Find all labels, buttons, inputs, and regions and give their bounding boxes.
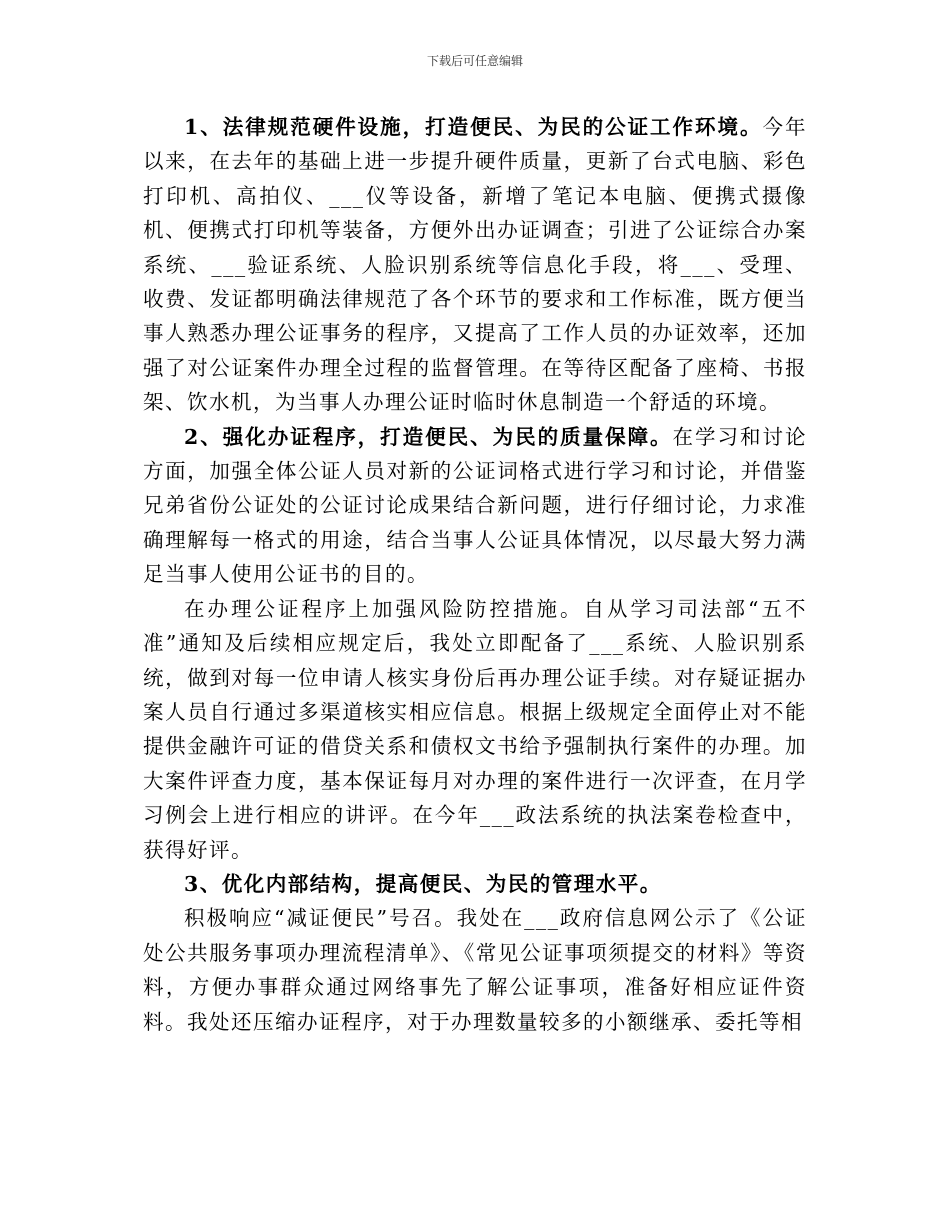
page-header: 下载后可任意编辑 — [426, 54, 523, 68]
paragraph-5-text: 积极响应“减证便民”号召。我处在___政府信息网公示了《公证处公共服务事项办理流程清单》、《常见公证事项须提交的材料》等资料，方便办事群众通过网络事先了解公证事项，准备好相应证件资料。我处还压缩办证程序，对于办理数量较多的小额继承、委托等相 — [143, 906, 807, 1034]
paragraph-1-heading: 1、法律规范硬件设施，打造便民、为民的公证工作环境。 — [184, 115, 763, 139]
paragraph-1 — [143, 110, 807, 420]
paragraph-4-heading: 3、优化内部结构，提高便民、为民的管理水平。 — [184, 871, 662, 896]
paragraph-3-text: 在办理公证程序上加强风险防控措施。自从学习司法部“五不准”通知及后续相应规定后，我处立即配备了___系统、人脸识别系统，做到对每一位申请人核实身份后再办理公证手续。对存疑证据办案人员自行通过多渠道核实相应信息。根据上级规定全面停止对不能提供金融许可证的借贷关系和债权文书给予强制执行案件的办理。加大案件评查力度，基本保证每月对办理的案件进行一次评查，在月学习例会上进行相应的讲评。在今年___政法系统的执法案卷检查中，获得好评。 — [143, 596, 807, 862]
paragraph-4 — [143, 867, 807, 901]
paragraph-2 — [143, 420, 807, 592]
paragraph-2-heading: 2、强化办证程序，打造便民、为民的质量保障。 — [184, 424, 673, 449]
paragraph-2-text: 在学习和讨论方面，加强全体公证人员对新的公证词格式进行学习和讨论，并借鉴兄弟省份公证处的公证讨论成果结合新问题，进行仔细讨论，力求准确理解每一格式的用途，结合当事人公证具体情况，以尽最大努力满足当事人使用公证书的目的。 — [143, 424, 807, 587]
paragraph-5 — [143, 901, 807, 1039]
paragraph-1-text: 今年以来，在去年的基础上进一步提升硬件质量，更新了台式电脑、彩色打印机、高拍仪、___仪等设备，新增了笔记本电脑、便携式摄像机、便携式打印机等装备，方便外出办证调查；引进了公证综合办案系统、___验证系统、人脸识别系统等信息化手段，将___、受理、收费、发证都明确法律规范了各个环节的要求和工作标准，既方便当事人熟悉办理公证事务的程序，又提高了工作人员的办证效率，还加强了对公证案件办理全过程的监督管理。在等待区配备了座椅、书报架、饮水机，为当事人办理公证时临时休息制造一个舒适的环境。 — [143, 115, 808, 415]
document-body — [143, 110, 807, 1039]
paragraph-3 — [143, 592, 807, 867]
